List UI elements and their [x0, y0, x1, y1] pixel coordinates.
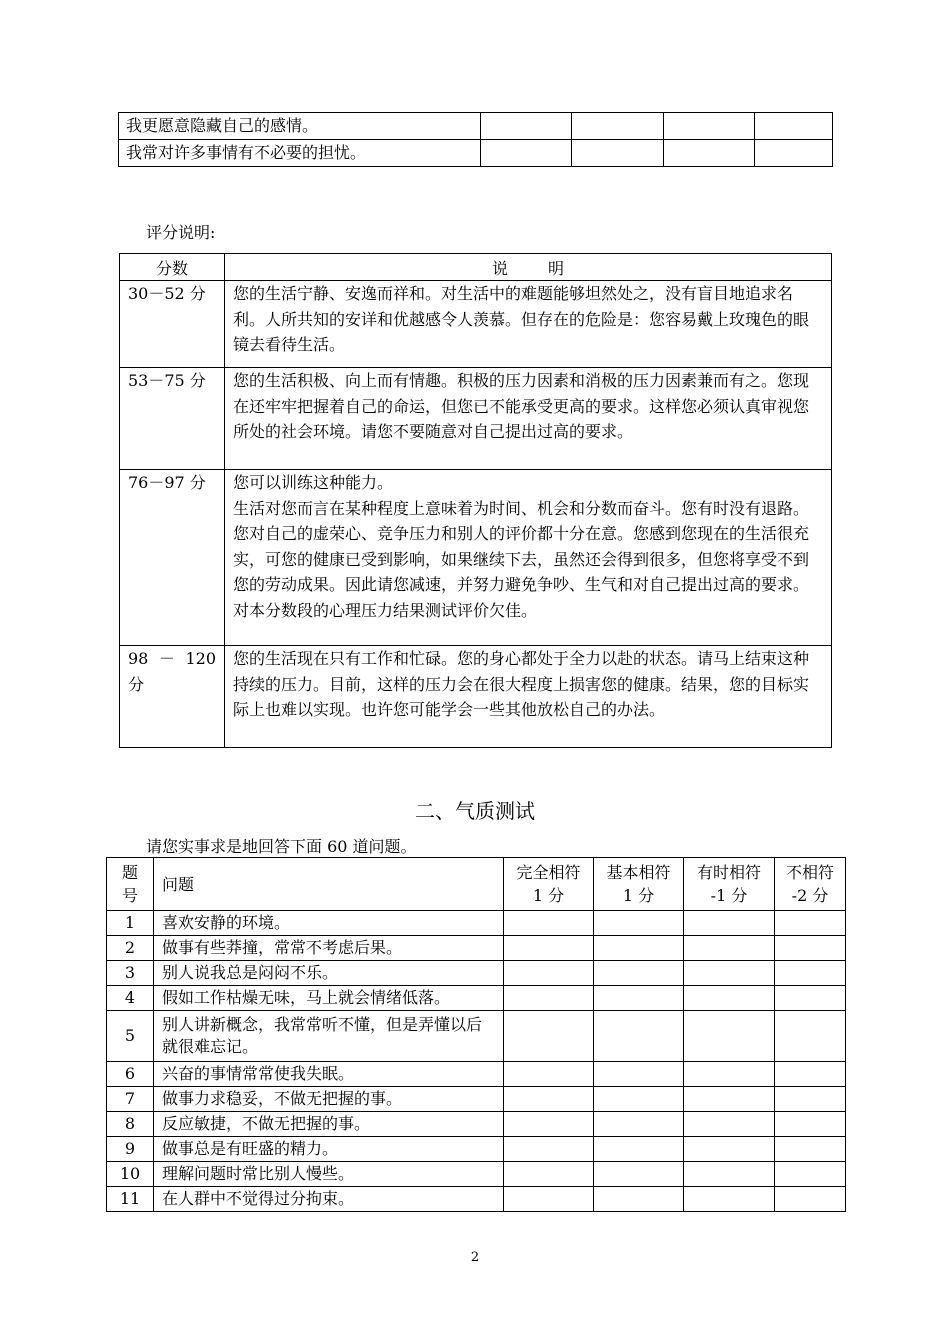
answer-cell[interactable] — [684, 986, 775, 1011]
fully-matches-header: 完全相符 1 分 — [504, 858, 594, 911]
question-header: 问题 — [154, 858, 504, 911]
question-rows — [107, 911, 846, 1212]
score-explanation: 您的生活积极、向上而有情趣。积极的压力因素和消极的压力因素兼而有之。您现在还牢牢把握着自己的命运，但您已不能承受更高的要求。这样您必须认真审视您所处的社会环境。请您不要随意对自己提出过高的要求。 — [225, 368, 832, 470]
answer-cell[interactable] — [684, 1011, 775, 1062]
question-number: 1 — [107, 911, 154, 936]
table-row — [107, 961, 846, 986]
question-number: 10 — [107, 1162, 154, 1187]
question-text: 在人群中不觉得过分拘束。 — [154, 1187, 504, 1212]
answer-cell[interactable] — [664, 140, 755, 167]
answer-cell[interactable] — [755, 113, 833, 140]
answer-cell[interactable] — [504, 936, 594, 961]
question-text: 我更愿意隐藏自己的感情。 — [119, 113, 481, 140]
table-row — [107, 911, 846, 936]
question-text: 假如工作枯燥无味，马上就会情绪低落。 — [154, 986, 504, 1011]
answer-cell[interactable] — [504, 1137, 594, 1162]
table-row — [120, 470, 832, 646]
answer-cell[interactable] — [775, 961, 846, 986]
page-number: 2 — [470, 1250, 480, 1265]
answer-cell[interactable] — [775, 936, 846, 961]
answer-cell[interactable] — [594, 1011, 684, 1062]
answer-cell[interactable] — [775, 1112, 846, 1137]
answer-cell[interactable] — [481, 140, 572, 167]
question-text: 喜欢安静的环境。 — [154, 911, 504, 936]
question-number: 8 — [107, 1112, 154, 1137]
table-row — [107, 986, 846, 1011]
scoring-heading: 评分说明: — [146, 223, 216, 242]
table-row — [107, 936, 846, 961]
answer-cell[interactable] — [504, 961, 594, 986]
num-header-text: 题号 — [122, 863, 139, 905]
question-text: 反应敏捷，不做无把握的事。 — [154, 1112, 504, 1137]
answer-cell[interactable] — [504, 1187, 594, 1212]
answer-cell[interactable] — [684, 1162, 775, 1187]
answer-cell[interactable] — [572, 140, 664, 167]
score-explanation: 您的生活现在只有工作和忙碌。您的身心都处于全力以赴的状态。请马上结束这种持续的压力。目前，这样的压力会在很大程度上损害您的健康。结果，您的目标实际上也难以实现。也许您可能学会一些其他放松自己的办法。 — [225, 646, 832, 748]
num-header — [107, 858, 154, 911]
table-row — [107, 1137, 846, 1162]
sometimes-matches-header: 有时相符 -1 分 — [684, 858, 775, 911]
score-header: 分数 — [120, 254, 225, 281]
answer-cell[interactable] — [684, 911, 775, 936]
table-row — [107, 1162, 846, 1187]
basically-matches-header: 基本相符 1 分 — [594, 858, 684, 911]
answer-cell[interactable] — [684, 936, 775, 961]
answer-cell[interactable] — [775, 1062, 846, 1087]
score-explanation-body: 生活对您而言在某种程度上意味着为时间、机会和分数而奋斗。您有时没有退路。您对自己的虚荣心、竞争压力和别人的评价都十分在意。您感到您现在的生活很充实，可您的健康已受到影响，如果继续下去，虽然还会得到很多，但您将享受不到您的劳动成果。因此请您减速，并努力避免争吵、生气和对自己提出过高的要求。对本分数段的心理压力结果测试评价欠佳。 — [233, 498, 810, 620]
section-title: 二、气质测试 — [415, 799, 535, 823]
answer-cell[interactable] — [755, 140, 833, 167]
question-number: 11 — [107, 1187, 154, 1212]
table-header-row — [120, 254, 832, 281]
answer-cell[interactable] — [504, 1011, 594, 1062]
temperament-questionnaire — [106, 857, 846, 1212]
answer-cell[interactable] — [684, 961, 775, 986]
question-number: 2 — [107, 936, 154, 961]
score-explanation — [225, 470, 832, 646]
answer-cell[interactable] — [594, 1162, 684, 1187]
answer-cell[interactable] — [775, 1187, 846, 1212]
answer-cell[interactable] — [594, 1087, 684, 1112]
table-row — [120, 646, 832, 748]
question-number: 4 — [107, 986, 154, 1011]
answer-cell[interactable] — [504, 986, 594, 1011]
answer-cell[interactable] — [594, 1187, 684, 1212]
answer-cell[interactable] — [504, 1112, 594, 1137]
score-range: 98 － 120 分 — [120, 646, 225, 748]
answer-cell[interactable] — [684, 1087, 775, 1112]
question-text: 我常对许多事情有不必要的担忧。 — [119, 140, 481, 167]
answer-cell[interactable] — [504, 911, 594, 936]
question-text: 别人讲新概念，我常常听不懂，但是弄懂以后就很难忘记。 — [154, 1011, 504, 1062]
answer-cell[interactable] — [775, 1162, 846, 1187]
answer-cell[interactable] — [684, 1187, 775, 1212]
answer-cell[interactable] — [594, 961, 684, 986]
table-row — [107, 1062, 846, 1087]
table-row — [107, 1112, 846, 1137]
answer-cell[interactable] — [684, 1062, 775, 1087]
table-row — [120, 368, 832, 470]
answer-cell[interactable] — [684, 1112, 775, 1137]
table-row — [119, 113, 833, 140]
explain-header: 说明 — [225, 254, 832, 281]
score-explanation-line: 您可以训练这种能力。 — [233, 473, 394, 492]
question-text: 理解问题时常比别人慢些。 — [154, 1162, 504, 1187]
answer-cell[interactable] — [684, 1137, 775, 1162]
question-number: 3 — [107, 961, 154, 986]
score-range: 76－97 分 — [120, 470, 225, 646]
table-row — [107, 1011, 846, 1062]
answer-cell[interactable] — [775, 1137, 846, 1162]
not-match-header: 不相符 -2 分 — [775, 858, 846, 911]
question-text: 做事力求稳妥，不做无把握的事。 — [154, 1087, 504, 1112]
answer-cell[interactable] — [572, 113, 664, 140]
answer-cell[interactable] — [594, 986, 684, 1011]
question-number: 7 — [107, 1087, 154, 1112]
table-row — [107, 1087, 846, 1112]
answer-cell[interactable] — [775, 1011, 846, 1062]
answer-cell[interactable] — [481, 113, 572, 140]
table-row — [119, 140, 833, 167]
score-range: 30－52 分 — [120, 281, 225, 368]
answer-cell[interactable] — [775, 911, 846, 936]
table-row — [120, 281, 832, 368]
question-number: 9 — [107, 1137, 154, 1162]
section-intro: 请您实事求是地回答下面 60 道问题。 — [146, 837, 417, 856]
answer-cell[interactable] — [504, 1087, 594, 1112]
answer-cell[interactable] — [594, 911, 684, 936]
answer-cell[interactable] — [664, 113, 755, 140]
top-question-table — [118, 112, 833, 167]
table-header-row — [107, 858, 846, 911]
question-text: 别人说我总是闷闷不乐。 — [154, 961, 504, 986]
answer-cell[interactable] — [594, 1112, 684, 1137]
answer-cell[interactable] — [775, 986, 846, 1011]
answer-cell[interactable] — [594, 936, 684, 961]
answer-cell[interactable] — [594, 1062, 684, 1087]
question-number: 6 — [107, 1062, 154, 1087]
question-text: 做事有些莽撞，常常不考虑后果。 — [154, 936, 504, 961]
answer-cell[interactable] — [504, 1062, 594, 1087]
answer-cell[interactable] — [594, 1137, 684, 1162]
score-explanation: 您的生活宁静、安逸而祥和。对生活中的难题能够坦然处之，没有盲目地追求名利。人所共知的安详和优越感令人羡慕。但存在的危险是：您容易戴上玫瑰色的眼镜去看待生活。 — [225, 281, 832, 368]
scoring-table — [119, 253, 832, 748]
score-range: 53－75 分 — [120, 368, 225, 470]
question-number: 5 — [107, 1011, 154, 1062]
answer-cell[interactable] — [504, 1162, 594, 1187]
answer-cell[interactable] — [775, 1087, 846, 1112]
question-text: 兴奋的事情常常使我失眠。 — [154, 1062, 504, 1087]
table-row — [107, 1187, 846, 1212]
question-text: 做事总是有旺盛的精力。 — [154, 1137, 504, 1162]
